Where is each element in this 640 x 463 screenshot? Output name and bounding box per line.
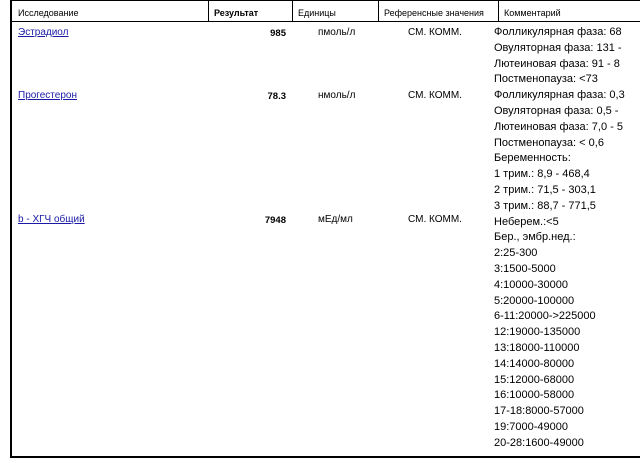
- header-comment: Комментарий: [504, 8, 561, 18]
- comment-line: 2 трим.: 71,5 - 303,1: [494, 183, 596, 196]
- units-value: пмоль/л: [318, 27, 356, 38]
- reference-value: СМ. КОММ.: [408, 27, 462, 38]
- result-value: 985: [270, 28, 286, 39]
- comment-line: 5:20000-100000: [494, 294, 575, 307]
- comment-line: 2:25-300: [494, 247, 538, 260]
- comment-line: Фолликулярная фаза: 0,3: [494, 89, 625, 102]
- comment-line: 19:7000-49000: [494, 420, 569, 433]
- comment-line: 6-11:20000->225000: [494, 310, 596, 323]
- comment-line: 15:12000-68000: [494, 373, 575, 386]
- result-value: 78.3: [267, 91, 286, 102]
- comment-line: 3:1500-5000: [494, 262, 556, 275]
- comment-line: 12:19000-135000: [494, 326, 581, 339]
- comment-line: Беременность:: [494, 152, 571, 165]
- comment-line: Овуляторная фаза: 0,5 -: [494, 104, 619, 117]
- comment-line: Овуляторная фаза: 131 -: [494, 41, 622, 54]
- comment-line: 20-28:1600-49000: [494, 436, 584, 449]
- units-value: нмоль/л: [318, 90, 356, 101]
- units-value: мЕд/мл: [318, 214, 353, 225]
- comment-line: Лютеиновая фаза: 91 - 8: [494, 57, 620, 70]
- comment-line: Бер., эмбр.нед.:: [494, 231, 576, 244]
- comment-line: Фолликулярная фаза: 68: [494, 26, 622, 38]
- comment-line: 17-18:8000-57000: [494, 405, 584, 418]
- comment-line: Постменопауза: < 0,6: [494, 136, 604, 149]
- header-study: Исследование: [18, 8, 79, 18]
- comment-line: 14:14000-80000: [494, 357, 575, 370]
- study-link-hcg[interactable]: b - ХГЧ общий: [18, 214, 85, 225]
- comment-line: Постменопауза: <73: [494, 73, 598, 86]
- header-result: Результат: [214, 8, 259, 18]
- comment-line: 1 трим.: 8,9 - 468,4: [494, 168, 590, 181]
- header-units: Единицы: [298, 8, 336, 18]
- table-header: [12, 1, 640, 22]
- comment-column: [494, 25, 625, 452]
- result-value: 7948: [264, 215, 286, 226]
- study-link-progesterone[interactable]: Прогестерон: [18, 90, 77, 101]
- reference-value: СМ. КОММ.: [408, 214, 462, 225]
- comment-line: Лютеиновая фаза: 7,0 - 5: [494, 120, 623, 133]
- comment-line: 16:10000-58000: [494, 389, 575, 402]
- header-reference: Референсные значения: [384, 8, 484, 18]
- comment-line: 4:10000-30000: [494, 278, 569, 291]
- comment-line: Неберем.:<5: [494, 215, 559, 228]
- comment-line: 13:18000-110000: [494, 341, 580, 354]
- study-link-estradiol[interactable]: Эстрадиол: [18, 27, 69, 38]
- comment-line: 3 трим.: 88,7 - 771,5: [494, 199, 596, 212]
- reference-value: СМ. КОММ.: [408, 90, 462, 101]
